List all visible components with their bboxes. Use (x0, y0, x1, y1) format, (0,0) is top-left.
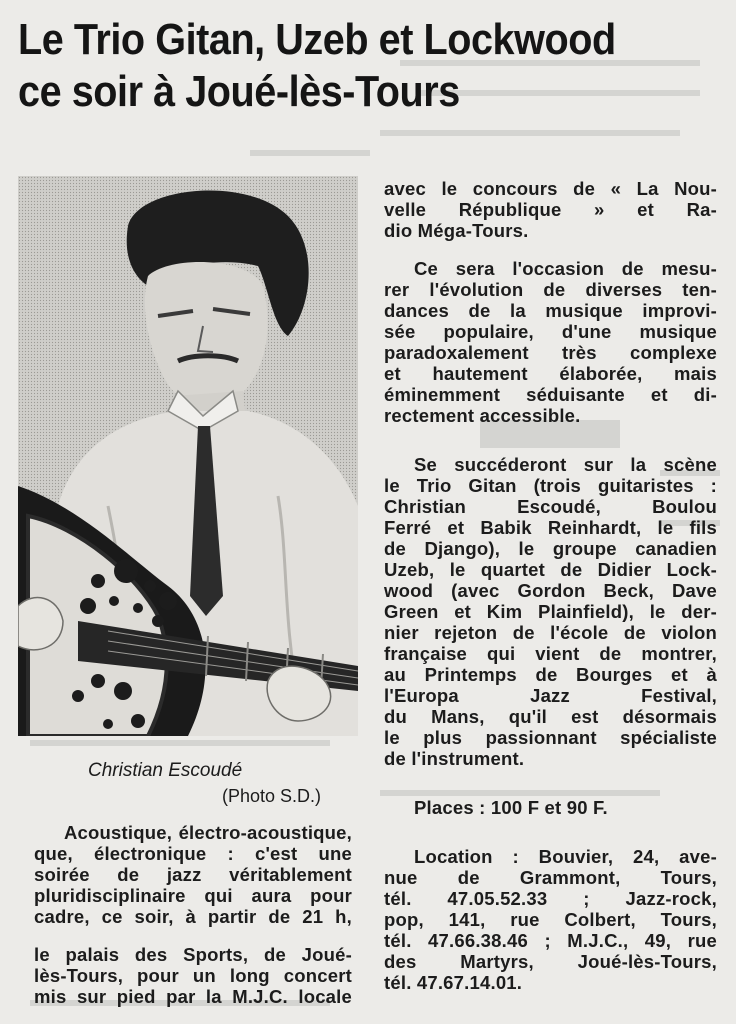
text-line: éminemment séduisante et di- (384, 384, 717, 405)
location-line (384, 846, 717, 867)
paragraph-gap (384, 769, 717, 797)
text-line: nier rejeton de l'école de violon (384, 622, 717, 643)
text-line: dio Méga-Tours. (384, 220, 529, 241)
text-line: Christian Escoudé, Boulou (384, 496, 717, 517)
text-line: sée populaire, d'une musique (384, 321, 717, 342)
text-line: nue de Grammont, Tours, (384, 867, 717, 888)
text-line: de l'instrument. (384, 748, 525, 769)
text-line: des Martyrs, Joué-lès-Tours, (384, 951, 717, 972)
text-line: Se succéderont sur la scène (414, 454, 717, 475)
location-label: Location : (414, 846, 519, 867)
text-line: le palais des Sports, de Joué- (34, 944, 352, 965)
photo-christian-escoude (18, 176, 358, 736)
text-line: le plus passionnant spécialiste (384, 727, 717, 748)
paragraph-gap (34, 927, 352, 944)
text-line: tél. 47.66.38.46 ; M.J.C., 49, rue (384, 930, 717, 951)
paragraph-gap (384, 818, 717, 846)
text-line: le Trio Gitan (trois guitaristes : (384, 475, 717, 496)
paragraph-gap (384, 241, 717, 258)
places-label: Places : (414, 797, 486, 818)
text-line: dances de la musique improvi- (384, 300, 717, 321)
text-line: tél. 47.05.52.33 ; Jazz-rock, (384, 888, 717, 909)
text-line: soirée de jazz véritablement (34, 864, 352, 885)
text-line: et hautement élaborée, mais (384, 363, 717, 384)
right-column-text (384, 178, 717, 993)
text-line: lès-Tours, pour un long concert (34, 965, 352, 986)
text-line: tél. 47.67.14.01. (384, 972, 523, 993)
text-line: Ferré et Babik Reinhardt, le fils (384, 517, 717, 538)
paragraph-gap (384, 426, 717, 454)
text-line: wood (avec Gordon Beck, Dave (384, 580, 717, 601)
location-first: Bouvier, 24, ave- (538, 846, 717, 867)
text-line: au Printemps de Bourges et à (384, 664, 717, 685)
text-line: mis sur pied par la M.J.C. locale (34, 986, 352, 1007)
left-column-text (34, 822, 352, 1007)
headline-line-2: ce soir à Joué-lès-Tours (18, 67, 460, 116)
text-line: pluridisciplinaire qui aura pour (34, 885, 352, 906)
text-line: rectement accessible. (384, 405, 581, 426)
text-line: l'Europa Jazz Festival, (384, 685, 717, 706)
places-value: 100 F et 90 F. (490, 797, 608, 818)
text-line: de Django), le groupe canadien (384, 538, 717, 559)
text-line: Ce sera l'occasion de mesu- (414, 258, 717, 279)
photo-caption-name: Christian Escoudé (88, 760, 243, 781)
text-line: pop, 141, rue Colbert, Tours, (384, 909, 717, 930)
places-line (384, 797, 717, 818)
text-line: que, électronique : c'est une (34, 843, 352, 864)
text-line: paradoxalement très complexe (384, 342, 717, 363)
text-line: avec le concours de « La Nou- (384, 178, 717, 199)
photo-credit: (Photo S.D.) (222, 786, 322, 806)
headline (18, 14, 653, 118)
text-line: cadre, ce soir, à partir de 21 h, (34, 906, 352, 927)
text-line: Acoustique, électro-acoustique, (64, 822, 352, 843)
guitarist-photo-illustration (18, 176, 358, 736)
text-line: française qui vient de montrer, (384, 643, 717, 664)
text-line: du Mans, qu'il est désormais (384, 706, 717, 727)
text-line: velle République » et Ra- (384, 199, 717, 220)
headline-line-1: Le Trio Gitan, Uzeb et Lockwood (18, 15, 616, 64)
text-line: rer l'évolution de diverses ten- (384, 279, 717, 300)
text-line: Uzeb, le quartet de Didier Lock- (384, 559, 717, 580)
text-line: Green et Kim Plainfield), le der- (384, 601, 717, 622)
